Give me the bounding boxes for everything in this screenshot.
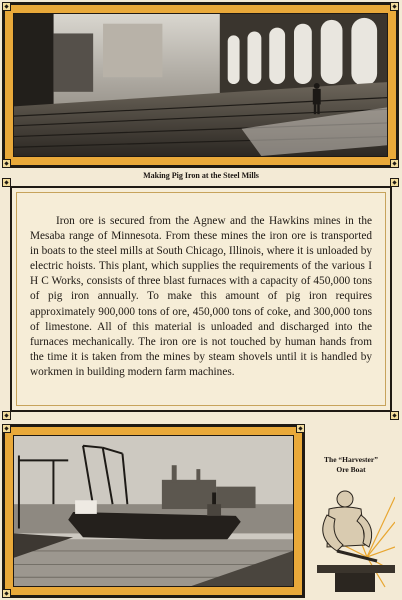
corner-ornament (2, 2, 11, 11)
corner-ornament (296, 424, 305, 433)
worker-anvil-illustration (307, 427, 395, 592)
corner-ornament (390, 159, 399, 168)
steel-mill-photo (13, 13, 388, 157)
bottom-photo-frame (2, 424, 305, 598)
harvester-emblem-panel (307, 427, 395, 592)
caption-line-2: Ore Boat (336, 465, 366, 474)
corner-ornament (390, 178, 399, 187)
corner-ornament (390, 411, 399, 420)
corner-ornament (2, 424, 11, 433)
corner-ornament (2, 159, 11, 168)
top-photo-caption: Making Pig Iron at the Steel Mills (143, 171, 259, 180)
bottom-photo-caption (307, 455, 395, 475)
corner-ornament (390, 2, 399, 11)
text-panel (10, 186, 392, 412)
ore-boat-photo-drawing (14, 436, 293, 586)
ore-boat-photo (13, 435, 294, 587)
corner-ornament (2, 411, 11, 420)
top-photo-frame (2, 2, 399, 168)
steel-mill-photo-drawing (14, 14, 387, 156)
caption-line-1: The “Harvester” (324, 455, 378, 464)
corner-ornament (2, 589, 11, 598)
body-paragraph: Iron ore is secured from the Agnew and the Hawkins mines in the Mesaba range of Minnesota. From these mines the iron ore is transported in boats to the steel mills at South Chicago, Illinois, where it is unloaded by electric hoists. This plant, which supplies the requirements of the various I H C Works, consists of three blast furnaces with a capacity of 450,000 tons of pig iron annually. To make this amount of pig iron requires approximately 900,000 tons of ore, 450,000 tons of coke, and 300,000 tons of limestone. All of this material is unloaded and discharged into the furnaces mechanically. The iron ore is not touched by human hands from the time it is taken from the mines by steam shovels until it is handled by workmen in building modern farm machines. (30, 215, 373, 378)
corner-ornament (2, 178, 11, 187)
